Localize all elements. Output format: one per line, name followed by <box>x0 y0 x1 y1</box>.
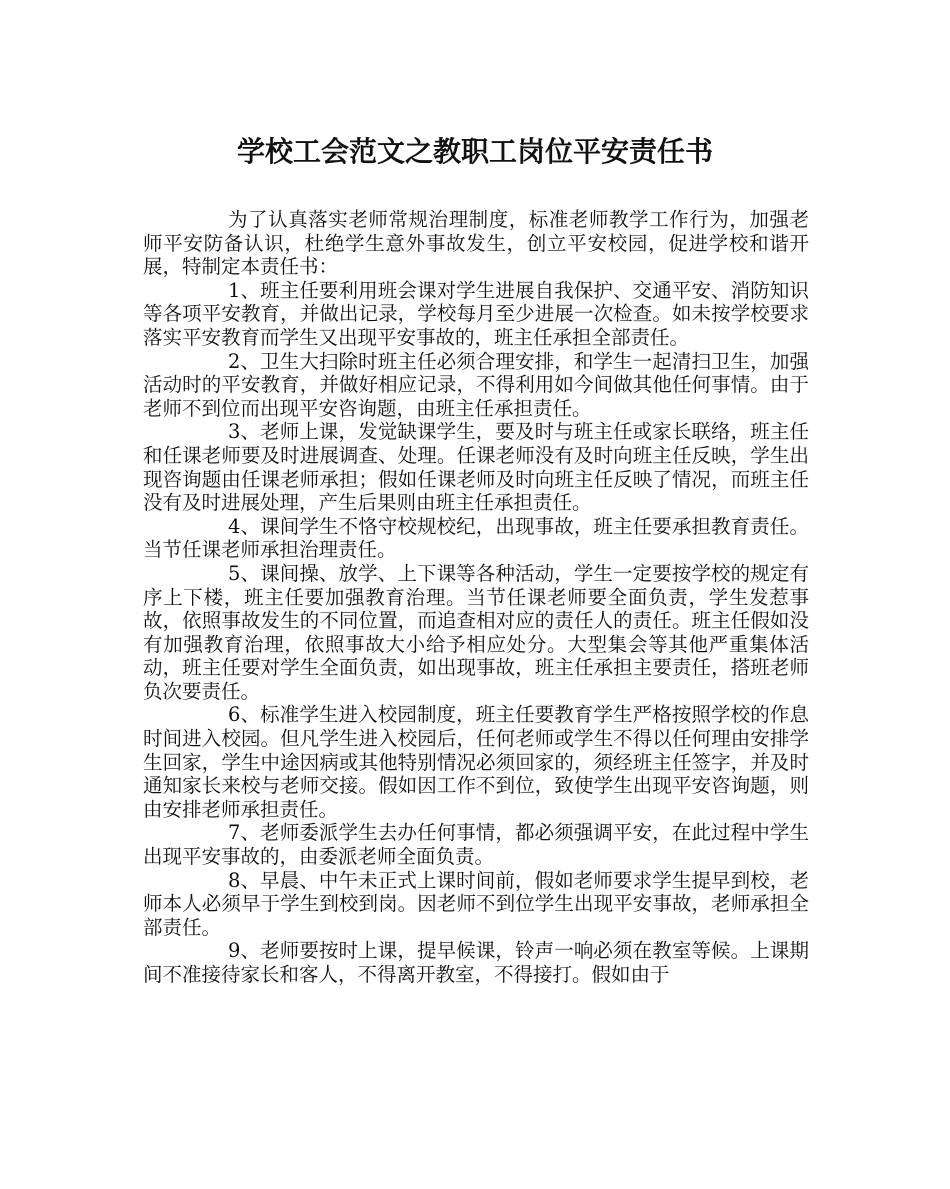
clause-7-paragraph: 7、老师委派学生去办任何事情，都必须强调平安，在此过程中学生出现平安事故的，由委派老师全面负责。 <box>143 821 809 869</box>
intro-paragraph: 为了认真落实老师常规治理制度，标准老师教学工作行为，加强老师平安防备认识，杜绝学生意外事故发生，创立平安校园，促进学校和谐开展，特制定本责任书： <box>143 208 809 279</box>
clause-5-paragraph: 5、课间操、放学、上下课等各种活动，学生一定要按学校的规定有序上下楼，班主任要加强教育治理。当节任课老师要全面负责，学生发惹事故，依照事故发生的不同位置，而追查相对应的责任人的责任。班主任假如没有加强教育治理，依照事故大小给予相应处分。大型集会等其他严重集体活动，班主任要对学生全面负责，如出现事故，班主任承担主要责任，搭班老师负次要责任。 <box>143 561 809 703</box>
document-body <box>143 208 809 987</box>
clause-6-paragraph: 6、标准学生进入校园制度，班主任要教育学生严格按照学校的作息时间进入校园。但凡学生进入校园后，任何老师或学生不得以任何理由安排学生回家，学生中途因病或其他特别情况必须回家的，须经班主任签字，并及时通知家长来校与老师交接。假如因工作不到位，致使学生出现平安咨询题，则由安排老师承担责任。 <box>143 703 809 821</box>
document-title: 学校工会范文之教职工岗位平安责任书 <box>236 135 713 168</box>
clause-9-paragraph: 9、老师要按时上课，提早候课，铃声一响必须在教室等候。上课期间不准接待家长和客人，不得离开教室，不得接打。假如由于 <box>143 939 809 986</box>
clause-4-paragraph: 4、课间学生不恪守校规校纪，出现事故，班主任要承担教育责任。当节任课老师承担治理责任。 <box>143 514 809 562</box>
clause-3-paragraph: 3、老师上课，发觉缺课学生，要及时与班主任或家长联络，班主任和任课老师要及时进展调查、处理。任课老师没有及时向班主任反映，学生出现咨询题由任课老师承担；假如任课老师及时向班主任反映了情况，而班主任没有及时进展处理，产生后果则由班主任承担责任。 <box>143 420 809 515</box>
clause-1-paragraph: 1、班主任要利用班会课对学生进展自我保护、交通平安、消防知识等各项平安教育，并做出记录，学校每月至少进展一次检查。如未按学校要求落实平安教育而学生又出现平安事故的，班主任承担全部责任。 <box>143 278 809 349</box>
clause-2-paragraph: 2、卫生大扫除时班主任必须合理安排，和学生一起清扫卫生，加强活动时的平安教育，并做好相应记录，不得利用如今间做其他任何事情。由于老师不到位而出现平安咨询题，由班主任承担责任。 <box>143 349 809 420</box>
clause-8-paragraph: 8、早晨、中午未正式上课时间前，假如老师要求学生提早到校，老师本人必须早于学生到校到岗。因老师不到位学生出现平安事故，老师承担全部责任。 <box>143 868 809 939</box>
